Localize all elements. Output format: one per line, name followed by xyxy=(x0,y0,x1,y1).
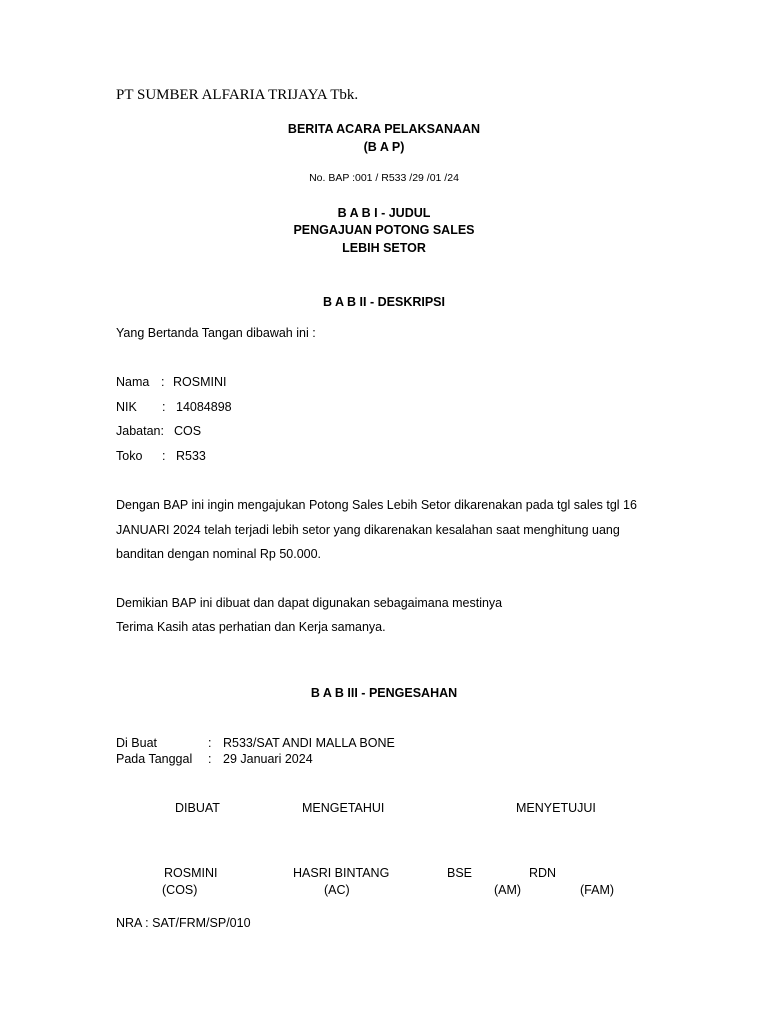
dibuat-value: R533/SAT ANDI MALLA BONE xyxy=(223,736,395,750)
description-paragraph xyxy=(116,493,656,567)
doc-title: BERITA ACARA PELAKSANAAN xyxy=(287,122,481,136)
company-name: PT SUMBER ALFARIA TRIJAYA Tbk. xyxy=(116,87,359,103)
column-dibuat: DIBUAT xyxy=(175,801,220,815)
signer-role: (AM) xyxy=(494,883,522,897)
column-menyetujui: MENYETUJUI xyxy=(516,801,596,815)
nra-code: NRA : SAT/FRM/SP/010 xyxy=(116,916,251,930)
paragraph-line: Dengan BAP ini ingin mengajukan Potong Sales Lebih Setor dikarenakan pada tgl sales tgl 16 xyxy=(116,498,637,512)
signer-name: HASRI BINTANG xyxy=(293,866,390,880)
bab1-subtitle-2: LEBIH SETOR xyxy=(342,241,426,255)
field-label: Nama xyxy=(116,375,150,389)
field-value: R533 xyxy=(176,449,206,463)
signer-name: BSE xyxy=(447,866,473,880)
signer-role: (AC) xyxy=(324,883,350,897)
doc-number: No. BAP :001 / R533 /29 /01 /24 xyxy=(309,172,459,184)
bab1-heading: B A B I - JUDUL xyxy=(337,206,431,220)
signer-role: (COS) xyxy=(162,883,198,897)
doc-title-abbrev: (B A P) xyxy=(363,140,405,154)
closing-line: Terima Kasih atas perhatian dan Kerja samanya. xyxy=(116,620,386,634)
signer-name: ROSMINI xyxy=(164,866,218,880)
closing-line: Demikian BAP ini dibuat dan dapat digunakan sebagaimana mestinya xyxy=(116,596,503,610)
field-sep: : xyxy=(162,400,166,414)
field-label: Jabatan: xyxy=(116,424,164,438)
signer-role: (FAM) xyxy=(580,883,615,897)
bab1-subtitle: PENGAJUAN POTONG SALES xyxy=(293,223,475,237)
field-sep: : xyxy=(161,375,165,389)
dibuat-label: Di Buat xyxy=(116,736,157,750)
field-label: Toko xyxy=(116,449,143,463)
paragraph-line: JANUARI 2024 telah terjadi lebih setor yang dikarenakan kesalahan saat menghitung uang xyxy=(116,522,620,537)
field-label: NIK xyxy=(116,400,137,414)
tanggal-value: 29 Januari 2024 xyxy=(223,752,313,766)
field-value: COS xyxy=(174,424,202,438)
paragraph-line: banditan dengan nominal Rp 50.000. xyxy=(116,547,322,561)
dibuat-sep: : xyxy=(208,736,212,750)
tanggal-sep: : xyxy=(208,752,212,766)
field-sep: : xyxy=(162,449,166,463)
bab2-heading: B A B II - DESKRIPSI xyxy=(322,295,445,309)
column-mengetahui: MENGETAHUI xyxy=(302,801,385,815)
tanggal-label: Pada Tanggal xyxy=(116,752,193,766)
intro-text: Yang Bertanda Tangan dibawah ini : xyxy=(116,326,316,340)
field-value: ROSMINI xyxy=(173,375,227,389)
field-value: 14084898 xyxy=(176,400,232,414)
signer-name: RDN xyxy=(529,866,557,880)
bab3-heading: B A B III - PENGESAHAN xyxy=(310,686,458,700)
